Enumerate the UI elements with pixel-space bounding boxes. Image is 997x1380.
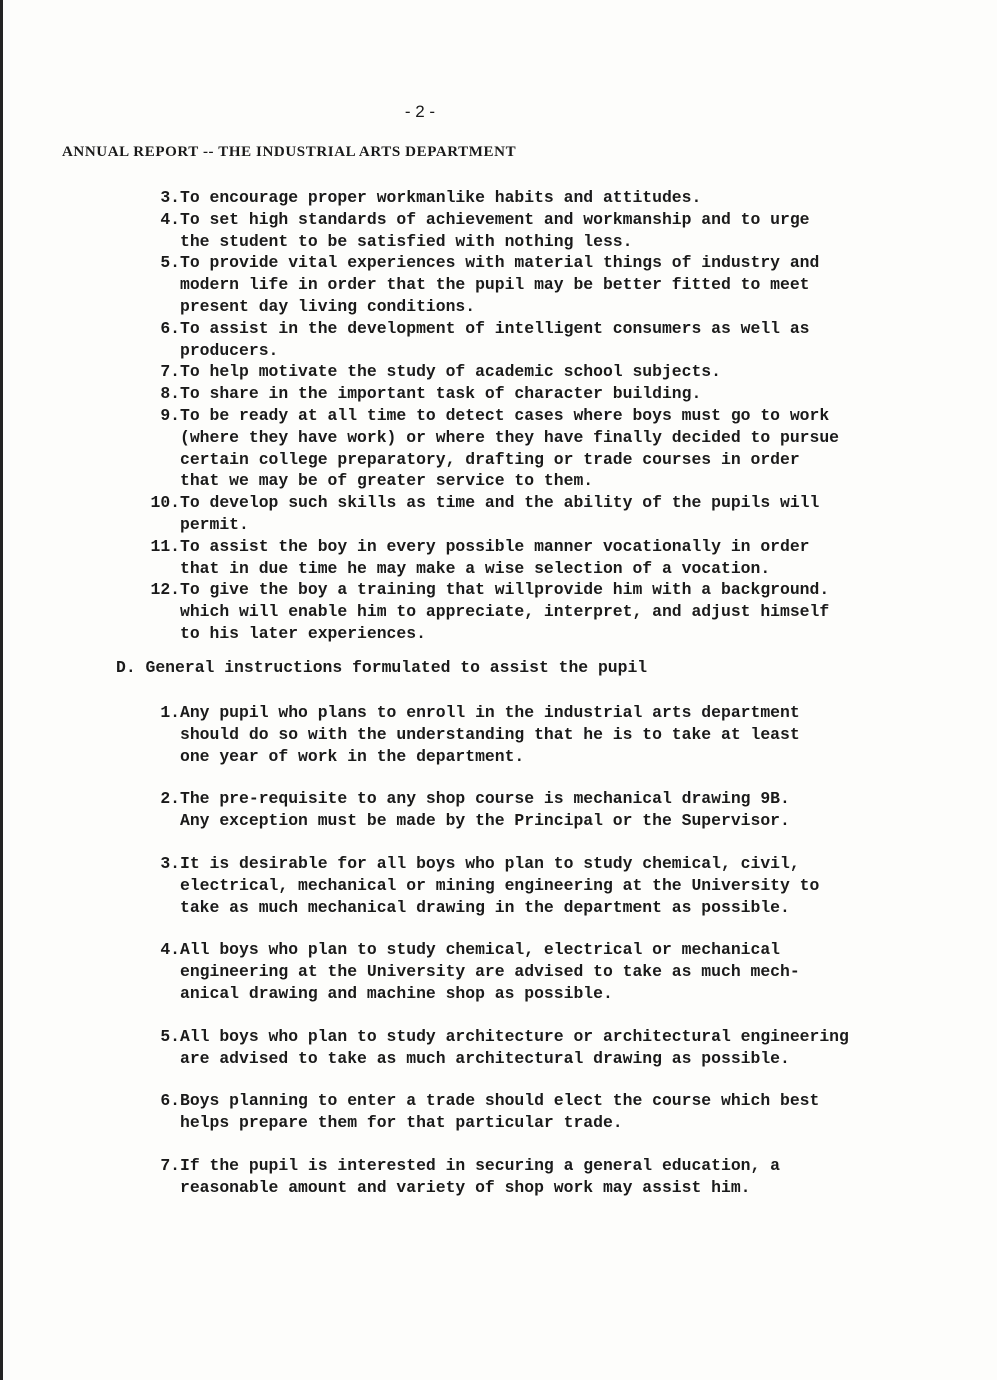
instruction-text: Boys planning to enter a trade should elect the course which best helps prepare them for that particular trade.	[180, 1091, 820, 1133]
section-d-heading: D. General instructions formulated to assist the pupil	[116, 658, 648, 677]
aim-item	[135, 492, 925, 536]
aim-text: To share in the important task of character building.	[180, 384, 702, 404]
aim-number: 11.	[150, 536, 180, 556]
page-edge	[0, 0, 3, 1380]
instruction-item	[135, 788, 935, 832]
report-header: ANNUAL REPORT -- THE INDUSTRIAL ARTS DEPARTMENT	[62, 144, 517, 160]
aim-text: To assist the boy in every possible manner vocationally in order that in due time he may make a wise selection of a vocation.	[180, 536, 810, 578]
aims-list	[135, 187, 925, 645]
instruction-item	[135, 1090, 935, 1134]
aim-item	[135, 383, 925, 405]
instruction-item	[135, 939, 935, 1004]
aim-item	[135, 536, 925, 580]
aim-number: 5.	[160, 253, 180, 273]
instruction-text: All boys who plan to study chemical, electrical or mechanical engineering at the University are advised to take as much mech- anical drawing and machine shop as possible.	[180, 940, 800, 1003]
instruction-number: 6.	[160, 1091, 180, 1111]
aim-item	[135, 252, 925, 317]
instruction-number: 3.	[160, 853, 180, 873]
aim-item	[135, 361, 925, 383]
instruction-text: The pre-requisite to any shop course is mechanical drawing 9B. Any exception must be made by the Principal or the Supervisor.	[180, 789, 790, 831]
aim-number: 3.	[160, 188, 180, 207]
aim-text: To develop such skills as time and the ability of the pupils will permit.	[180, 493, 820, 534]
instruction-number: 7.	[160, 1155, 180, 1175]
aim-number: 12.	[150, 580, 180, 600]
aim-item	[135, 579, 925, 644]
instruction-item	[135, 1155, 935, 1199]
instruction-number: 2.	[160, 789, 180, 809]
aim-number: 10.	[150, 493, 180, 513]
instruction-text: All boys who plan to study architecture or architectural engineering are advised to take as much architectural drawing as possible.	[180, 1026, 849, 1068]
page-number: - 2 -	[404, 102, 436, 121]
instruction-text: If the pupil is interested in securing a general education, a reasonable amount and variety of shop work may assist him.	[180, 1155, 780, 1197]
aim-text: To set high standards of achievement and workmanship and to urge the student to be satisfied with nothing less.	[180, 209, 810, 251]
aim-item	[135, 209, 925, 253]
instruction-number: 5.	[160, 1026, 180, 1046]
aim-item	[135, 405, 925, 492]
aim-number: 6.	[160, 318, 180, 338]
instruction-text: It is desirable for all boys who plan to study chemical, civil, electrical, mechanical or mining engineering at the University to take as much mechanical drawing in the department as possible.	[180, 853, 820, 917]
aim-text: To give the boy a training that willprovide him with a background. which will enable him to appreciate, interpret, and adjust himself to his later experiences.	[180, 580, 830, 643]
instruction-item	[135, 853, 935, 918]
aim-text: To help motivate the study of academic school subjects.	[180, 362, 721, 382]
aim-item	[135, 318, 925, 362]
aim-text: To be ready at all time to detect cases where boys must go to work (where they have work) or where they have finally decided to pursue certain college preparatory, drafting or trade courses in order that we may be of greater service to them.	[180, 405, 840, 491]
aim-text: To assist in the development of intelligent consumers as well as producers.	[180, 318, 810, 360]
aim-number: 8.	[160, 384, 180, 404]
aim-number: 9.	[160, 405, 180, 425]
instruction-item	[135, 1026, 935, 1070]
instruction-item	[135, 702, 935, 767]
instructions-list	[135, 702, 935, 1220]
aim-text: To provide vital experiences with material things of industry and modern life in order that the pupil may be better fitted to meet present day living conditions.	[180, 253, 820, 316]
instruction-number: 1.	[160, 703, 180, 722]
aim-item	[135, 187, 925, 209]
aim-number: 4.	[160, 209, 180, 229]
instruction-text: Any pupil who plans to enroll in the industrial arts department should do so with the understanding that he is to take at least one year of work in the department.	[180, 703, 800, 766]
aim-text: To encourage proper workmanlike habits and attitudes.	[180, 188, 702, 207]
aim-number: 7.	[160, 362, 180, 382]
instruction-number: 4.	[160, 940, 180, 960]
